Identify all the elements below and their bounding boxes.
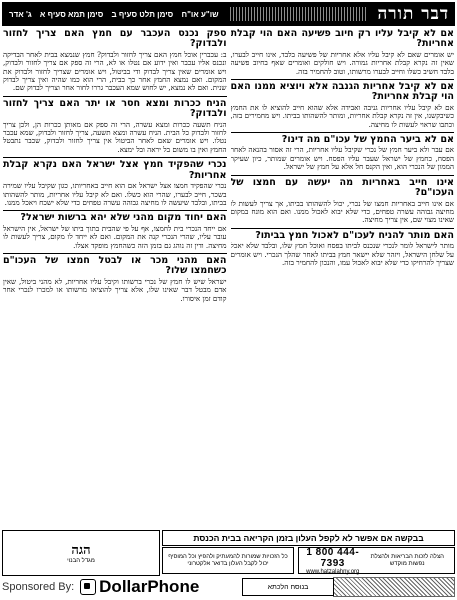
ad-website: www.hatzalahny.org [306,568,360,575]
section-body: מותר לישראל לומר לנכרי שנכנס לביתו בפסח ואוכל חמץ שלו, ובלבד שלא יאכל על שלחן הישראל, ויזהר שלא יישאר חמץ בביתו לאחר שהלך הנכרי. ויש אומרים שצריך להרחיקו כדי שלא יבוא לאכול עמו, והנכון להחמיר בזה. [230,241,454,267]
footer-emblem [333,577,455,597]
article-section [3,256,227,303]
section-divider [231,228,455,229]
section-heading: אינו חייב באחריות מה יעשה עם חמצו של העכו"ם? [230,176,454,199]
section-divider [3,96,227,97]
section-divider [231,132,455,133]
section-divider [3,157,227,158]
section-divider [3,210,227,211]
section-heading: אם לא קיבל עליו רק חיוב פשיעה האם הוי קבלת אחריות? [230,29,454,50]
section-heading: האם מותר להניח לעכו"ם לאכול חמץ בביתו? [255,229,454,241]
subtitle-part: שו"ע או"ח [181,9,219,19]
subtitle-part: סימן תמא סעיף א [39,9,104,19]
sponsor-brand-name: DollarPhone [99,577,200,596]
ad-sponsor-heading: הגה [71,543,91,558]
header-ornament [230,7,368,21]
article-section [231,135,455,172]
article-section [3,213,227,250]
article-section [231,178,455,225]
section-divider [231,175,455,176]
section-heading: אם לא קיבל אחריות הגנבה אלא ויוציא ממנו האם הוי קבלת אחריות? [230,81,454,103]
ad-rights-notice: כל הזכויות שמורות להמעתיק ולהפיץ וכל המוסיף יכול לקבל העלון בדואר אלקטרוני [162,547,294,574]
section-divider [3,253,227,254]
section-body: אם עבר ולא ביער חמץ של נכרי שקיבל עליו אחריות, הרי זה אסור בהנאה לאחר הפסח, כחמץ של ישראל שעבר עליו הפסח. ויש אומרים שמותר, כיון שעיקר הממון של הנכרי הוא, ואין הקנס חל אלא על חמץ של ישראל. [230,145,454,172]
header-banner [2,2,455,26]
article-section [3,29,227,93]
article-section [231,231,455,268]
section-heading: הניח ככרות ומצא חסר או יתר האם צריך לחזור ולבדוק? [3,97,227,120]
sponsor-brand [80,577,199,597]
section-body: ב: עכברין אוכל חמץ האם צריך לחזור ולבדוק? חמץ שנמצא בבית לאחר הבדיקה ונכנס אליו עכבר ואין ידוע אם נטלו או לא, הרי זה ספק אם צריך לחזור ולבדוק, ויש אומרים שאין צריך לבדוק ודי בביטול, ויש אומרים שצריך לחזור ולבדוק את המקום. ואם נמצא החמץ אחר כך בבית, הרי הוא כמו שהיה ואין צריך לבדוק שנית. ואם לא נמצא, יש לחוש שמא העכבר גררו לחור אחר וצריך לבדוק שם. [3,49,227,93]
ad-sponsor-sub: מגדל הבנוי [67,558,95,564]
article-section [3,160,227,207]
phone-icon [80,579,96,595]
section-divider [231,79,455,80]
section-heading: האם יחוד מקום מהני שלא יהא ברשות ישראל? [20,212,227,224]
ad-sponsor-box [2,530,160,576]
section-body: נכרי שהפקיד חמצו אצל ישראל אם הוא חייב באחריותו, כגון שקיבל עליו שמירה בשכר, חייב לבערו, שהרי הוא כשלו. ואם לא קיבל עליו אחריות, מותר להשהותו בביתו, ובלבד שיעשה לו מחיצה גבוהה עשרה טפחים כדי שלא ישכח ויאכל ממנו. [3,181,227,207]
header-subtitle [2,10,226,19]
section-heading: האם מהני מכר או לבטל חמצו של העכו"ם כשחמצו שלו? [3,254,227,277]
column-right [3,29,227,527]
publication-logo: דבר תורה [377,4,449,24]
sponsor-label: Sponsored By: [2,581,75,593]
footer-tag: בנוסח הלכתא [242,578,334,596]
section-body: הניח תשעה ככרות ומצא עשרה, הרי זה ספק אם מאותן ככרות הן, ולכן צריך לחזור ולבדוק כל הבית. הניח עשרה ומצא תשעה, צריך לחזור ולבדוק, שמא עכבר נטלו. ויש אומרים שאם לאחר הביטול אין צריך לחזור ולבדוק, שכבר נתבטל החמץ ואין בו משום בל יראה ובל ימצא. [3,119,227,154]
footer [2,530,455,596]
section-heading: אם לא ביער החמץ של עכו"ם מה דינו? [281,134,454,146]
section-heading: נכרי שהפקיד חמץ אצל ישראל האם נקרא קבלת אחריות? [3,159,227,181]
ad-hatzalah-text: הצלה לזכות הבריאות ולהצלת נפשות מוקדש [370,553,444,567]
ad-phone-number: 1 800 444-7393 [306,546,360,569]
notice-bar: בבקשה אם אפשר לא לקפל העלון בזמן הקריאה בבית הכנסת [162,530,455,546]
sponsor-line [2,578,199,596]
section-body: אם ייחד הנכרי בית לחמצו, אף על פי שהבית בתוך ביתו של ישראל, אין הישראל עובר עליו, שהרי הנכרי קנה את המקום. ואם לא ייחד לו מקום, צריך לעשות לו מחיצה. ודין זה נוהג גם בזמן הזה כשהחמץ מופקד אצלו. [3,223,227,250]
article-section [231,29,455,76]
section-body: ישראל שיש לו חמץ של נכרי ברשותו וקיבל עליו אחריות, לא מהני ביטול, שאין אדם מבטל דבר שאינו שלו, אלא צריך להוציאו מרשותו או למכרו לנכרי אחר קודם זמן איסורו. [3,276,227,303]
article-section [231,82,455,129]
subtitle-part: ג' אדר [9,9,32,19]
subtitle-part: סימן תלט סעיף ב [111,9,174,19]
column-left [231,29,455,527]
section-body: אם אינו חייב באחריות חמצו של נכרי, יכול להשהותו בביתו, אך צריך לעשות לו מחיצה גבוהה עשרה טפחים, כדי שלא יבוא לאכול ממנו. ואם הוא מונח במקום שאינו מצוי שם, אין צריך מחיצה. [230,198,454,225]
section-heading: ספק נכנס העכבר עם חמץ האם צריך לחזור ולבדוק? [3,29,227,50]
section-body: יש אומרים שאם לא קיבל עליו אלא אחריות של פשיעה בלבד, אינו חייב לבערו, שאין זה נקרא קבלת אחריות גמורה. ויש חולקים ואומרים שאף בחיוב פשיעה בלבד חשיב כשלו וחייב לבערו מרשותו, וטוב להחמיר בזה. [230,49,454,76]
article-section [3,99,227,154]
article-columns [3,29,454,527]
section-body: אם לא קיבל עליו אחריות גניבה ואבידה אלא שהוא חייב להוציא לו את החמץ כשיבקשנו, אין זה נקרא קבלת אחריות, ומותר להשהותו בביתו. ויש מחמירים בזה, וכתבו שראוי לעשות לו מחיצה. [230,102,454,129]
ad-hatzalah [298,547,455,574]
